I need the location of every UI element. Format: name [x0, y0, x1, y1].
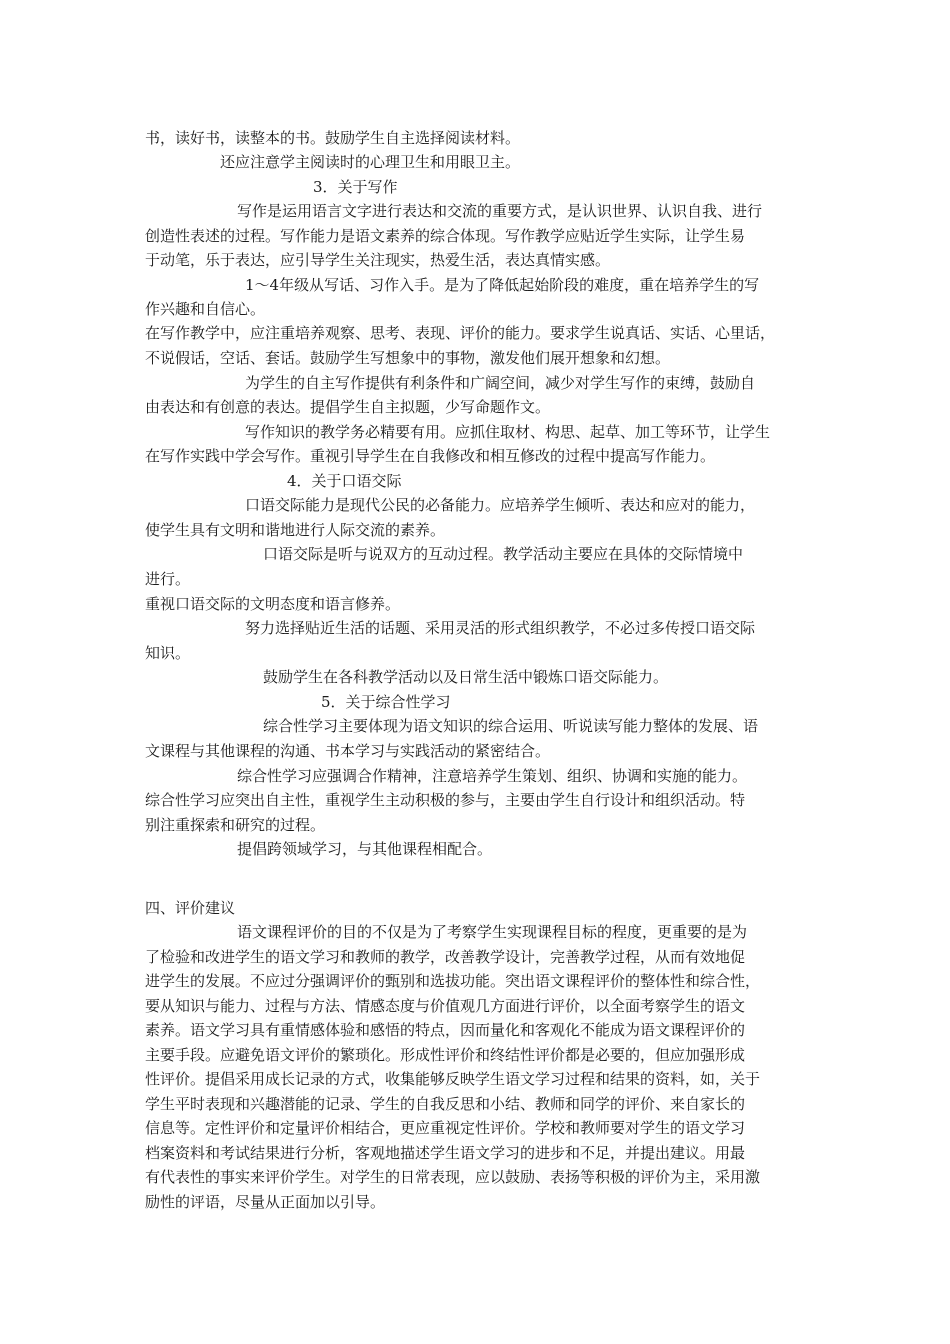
- text-line: 励性的评语，尽量从正面加以引导。: [145, 1193, 386, 1211]
- text-line: 性评价。提倡采用成长记录的方式，收集能够反映学生语文学习过程和结果的资料，如，关于: [145, 1070, 761, 1088]
- section-heading: 4．关于口语交际: [287, 472, 402, 490]
- text-line: 口语交际是听与说双方的互动过程。教学活动主要应在具体的交际情境中: [263, 545, 744, 563]
- text-line: 写作是运用语言文字进行表达和交流的重要方式，是认识世界、认识自我、进行: [237, 202, 763, 220]
- text-line: 1～4年级从写话、习作入手。是为了降低起始阶段的难度，重在培养学生的写: [245, 276, 760, 294]
- text-line: 主要手段。应避免语文评价的繁琐化。形成性评价和终结性评价都是必要的，但应加强形成: [145, 1046, 746, 1064]
- text-line: 档案资料和考试结果进行分析，客观地描述学生语文学习的进步和不足，并提出建议。用最: [145, 1144, 746, 1162]
- text-line: 语文课程评价的目的不仅是为了考察学生实现课程目标的程度，更重要的是为: [237, 923, 748, 941]
- text-line: 口语交际能力是现代公民的必备能力。应培养学生倾听、表达和应对的能力，: [245, 496, 756, 514]
- section-heading: 四、评价建议: [145, 899, 236, 917]
- text-line: 为学生的自主写作提供有利条件和广阔空间，减少对学生写作的束缚，鼓励自: [245, 374, 756, 392]
- text-line: 写作知识的教学务必精要有用。应抓住取材、构思、起草、加工等环节，让学生: [245, 423, 771, 441]
- text-line: 信息等。定性评价和定量评价相结合，更应重视定性评价。学校和教师要对学生的语文学习: [145, 1119, 746, 1137]
- text-line: 综合性学习应强调合作精神，注意培养学生策划、组织、协调和实施的能力。: [237, 767, 748, 785]
- text-line: 要从知识与能力、过程与方法、情感态度与价值观几方面进行评价，以全面考察学生的语文: [145, 997, 746, 1015]
- text-line: 素养。语文学习具有重情感体验和感悟的特点，因而量化和客观化不能成为语文课程评价的: [145, 1021, 746, 1039]
- text-line: 在写作实践中学会写作。重视引导学生在自我修改和相互修改的过程中提高写作能力。: [145, 447, 716, 465]
- text-line: 由表达和有创意的表达。提倡学生自主拟题，少写命题作文。: [145, 398, 551, 416]
- text-line: 别注重探索和研究的过程。: [145, 816, 326, 834]
- text-line: 提倡跨领域学习，与其他课程相配合。: [237, 840, 493, 858]
- text-line: 有代表性的事实来评价学生。对学生的日常表现，应以鼓励、表扬等积极的评价为主，采用激: [145, 1168, 761, 1186]
- text-line: 还应注意学主阅读时的心理卫生和用眼卫主。: [220, 153, 521, 171]
- text-line: 鼓励学生在各科教学活动以及日常生活中锻炼口语交际能力。: [263, 668, 669, 686]
- text-line: 努力选择贴近生活的话题、采用灵活的形式组织教学，不必过多传授口语交际: [245, 619, 756, 637]
- text-line: 了检验和改进学生的语文学习和教师的教学，改善教学设计，完善教学过程，从而有效地促: [145, 948, 746, 966]
- text-line: 使学生具有文明和谐地进行人际交流的素养。: [145, 521, 446, 539]
- text-line: 重视口语交际的文明态度和语言修养。: [145, 595, 401, 613]
- text-line: 文课程与其他课程的沟通、书本学习与实践活动的紧密结合。: [145, 742, 551, 760]
- section-heading: 3．关于写作: [313, 178, 398, 196]
- text-line: 不说假话，空话、套话。鼓励学生写想象中的事物，激发他们展开想象和幻想。: [145, 349, 671, 367]
- text-line: 知识。: [145, 644, 191, 662]
- text-line: 进学生的发展。不应过分强调评价的甄别和选拔功能。突出语文课程评价的整体性和综合性，: [145, 972, 761, 990]
- text-line: 学生平时表现和兴趣潜能的记录、学生的自我反思和小结、教师和同学的评价、来自家长的: [145, 1095, 746, 1113]
- text-line: 作兴趣和自信心。: [145, 300, 266, 318]
- text-line: 综合性学习主要体现为语文知识的综合运用、听说读写能力整体的发展、语: [263, 717, 759, 735]
- text-line: 综合性学习应突出自主性，重视学生主动积极的参与，主要由学生自行设计和组织活动。特: [145, 791, 746, 809]
- text-line: 创造性表述的过程。写作能力是语文素养的综合体现。写作教学应贴近学生实际，让学生易: [145, 227, 746, 245]
- text-line: 于动笔，乐于表达，应引导学生关注现实，热爱生活，表达真情实感。: [145, 251, 611, 269]
- text-line: 进行。: [145, 570, 191, 588]
- text-line: 书，读好书，读整本的书。鼓励学生自主选择阅读材料。: [145, 129, 521, 147]
- text-line: 在写作教学中，应注重培养观察、思考、表现、评价的能力。要求学生说真话、实话、心里话，: [145, 324, 776, 342]
- section-heading: 5．关于综合性学习: [321, 693, 451, 711]
